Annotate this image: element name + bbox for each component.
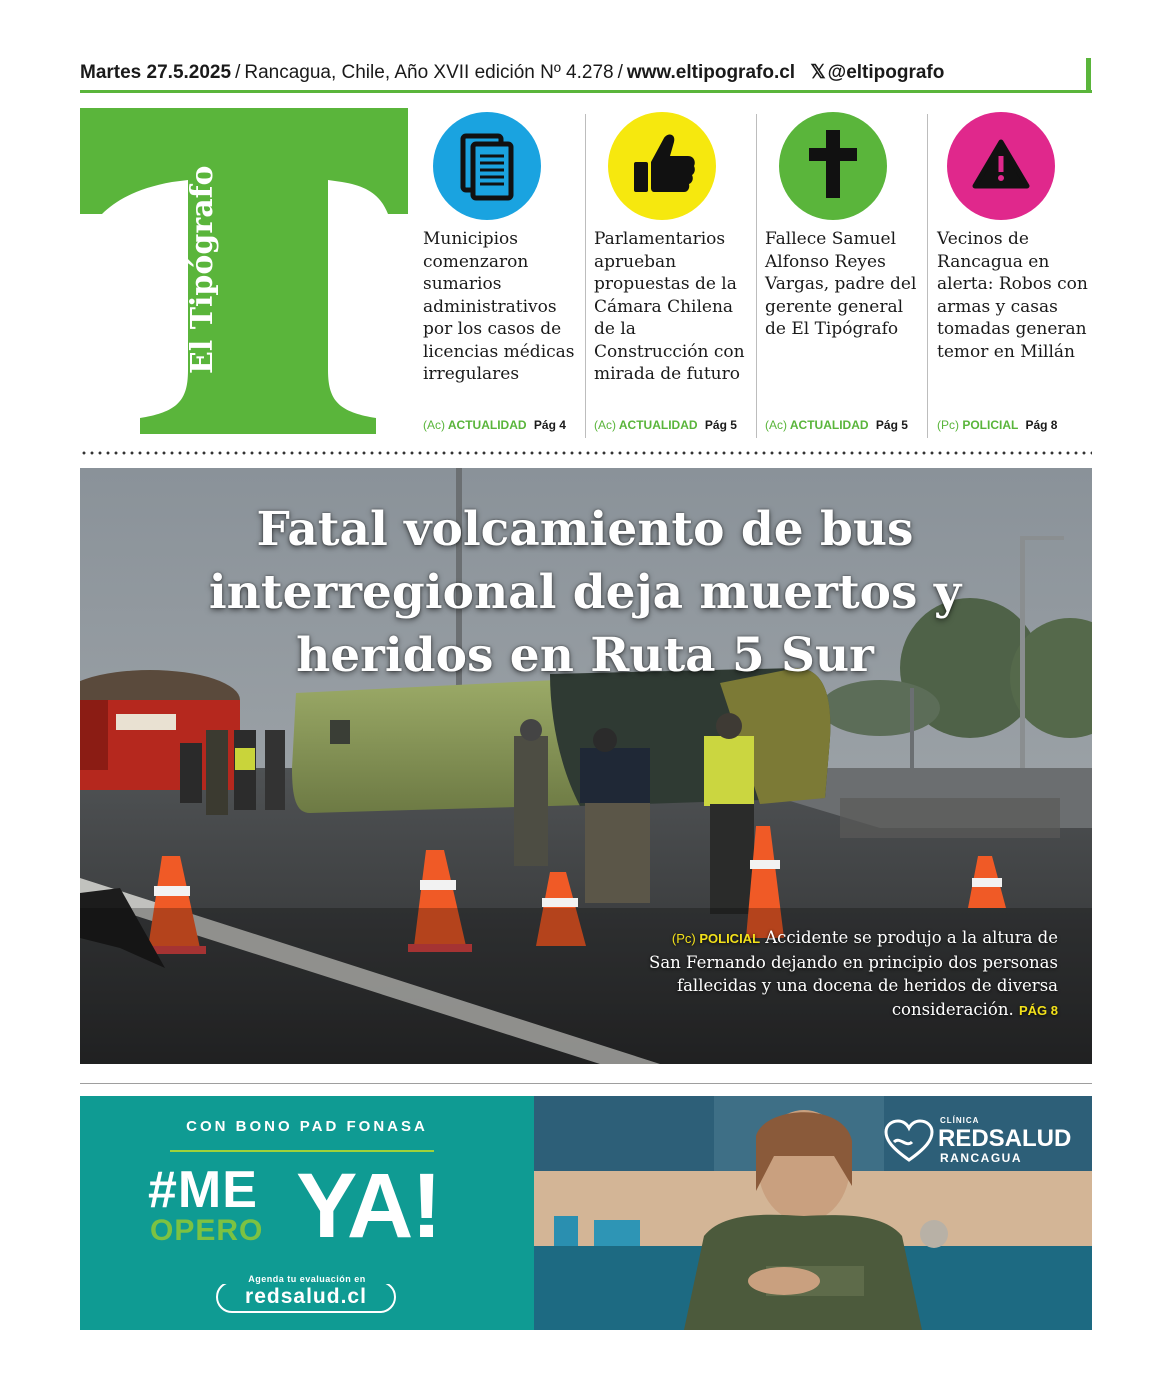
edition-location: Rancagua, Chile, xyxy=(244,62,391,83)
section-name: ACTUALIDAD xyxy=(618,418,698,432)
masthead-info: Martes 27.5.2025 / Rancagua, Chile, Año XVII edición Nº 4.278 / www.eltipografo.cl 𝕏 @eltipografo xyxy=(80,58,1085,88)
heart-logo-icon xyxy=(882,1118,936,1164)
thumbs-up-icon xyxy=(608,112,716,220)
ad-separator xyxy=(80,1083,1092,1084)
ad-hashtag-ya: YA! xyxy=(296,1155,440,1257)
section-name: POLICIAL xyxy=(699,931,761,946)
caption-page-ref: PÁG 8 xyxy=(1018,1002,1058,1018)
section-code: (Ac) xyxy=(423,418,445,432)
ad-brand-city: RANCAGUA xyxy=(940,1151,1022,1165)
column-divider xyxy=(756,114,757,438)
ad-brand-name: REDSALUD xyxy=(938,1125,1072,1152)
social-handle-link[interactable]: @eltipografo xyxy=(827,62,945,83)
ad-kicker: CON BONO PAD FONASA xyxy=(186,1118,428,1135)
main-caption xyxy=(640,926,1058,1022)
page-ref: Pág 8 xyxy=(1025,418,1058,432)
page-ref: Pág 5 xyxy=(875,418,908,432)
teaser-headline[interactable]: Fallece Samuel Alfonso Reyes Vargas, padre del gerente general de El Tipógrafo xyxy=(765,229,917,339)
cross-icon xyxy=(779,112,887,220)
section-code: (Ac) xyxy=(594,418,616,432)
website-link[interactable]: www.eltipografo.cl xyxy=(626,62,796,83)
teaser-section xyxy=(765,418,908,432)
header-rule xyxy=(80,90,1092,93)
teaser-headline[interactable]: Municipios comenzaron sumarios administrativos por los casos de licencias médicas irregulares xyxy=(423,229,575,384)
logo-letter-t xyxy=(80,108,408,434)
teaser-item[interactable] xyxy=(937,112,1092,442)
page-ref: Pág 4 xyxy=(533,418,566,432)
newspaper-logo[interactable] xyxy=(80,108,410,434)
newspaper-name: El Tipógrafo xyxy=(185,165,220,374)
caption-section xyxy=(672,931,760,946)
main-headline[interactable]: Fatal volcamiento de bus interregional deja muertos y heridos en Ruta 5 Sur xyxy=(208,502,962,683)
teaser-item[interactable] xyxy=(423,112,578,442)
column-divider xyxy=(927,114,928,438)
section-code: (Ac) xyxy=(765,418,787,432)
teaser-section xyxy=(937,418,1057,432)
page-ref: Pág 5 xyxy=(704,418,737,432)
warning-icon xyxy=(947,112,1055,220)
section-name: POLICIAL xyxy=(962,418,1019,432)
ad-hashtag-opero: OPERO xyxy=(150,1214,264,1247)
document-icon xyxy=(433,112,541,220)
ad-kicker-rule xyxy=(170,1150,434,1152)
ad-hashtag-me: #ME xyxy=(148,1161,258,1219)
teaser-item[interactable] xyxy=(765,112,920,442)
section-code: (Pc) xyxy=(937,418,959,432)
column-divider xyxy=(585,114,586,438)
teaser-section xyxy=(423,418,566,432)
edition-date: Martes 27.5.2025 xyxy=(80,62,232,83)
edition-number: Año XVII edición Nº 4.278 xyxy=(394,62,614,83)
x-icon: 𝕏 xyxy=(810,62,826,83)
caption-text: Accidente se produjo a la altura de San Fernando dejando en principio dos personas fallecidas y una docena de heridos de diversa consideración. xyxy=(649,928,1058,1019)
section-code: (Pc) xyxy=(671,931,696,946)
teaser-headline[interactable]: Vecinos de Rancagua en alerta: Robos con armas y casas tomadas generan temor en Millán xyxy=(937,229,1088,362)
teaser-headline[interactable]: Parlamentarios aprueban propuestas de la Cámara Chilena de la Construcción con mirada de futuro xyxy=(594,229,745,384)
dotted-separator xyxy=(80,451,1092,455)
ad-agenda-text: Agenda tu evaluación en xyxy=(222,1274,392,1284)
teaser-section xyxy=(594,418,737,432)
ad-brand-kicker: CLÍNICA xyxy=(940,1116,980,1125)
header-accent xyxy=(1086,58,1091,93)
section-name: ACTUALIDAD xyxy=(789,418,869,432)
section-name: ACTUALIDAD xyxy=(447,418,527,432)
teaser-item[interactable] xyxy=(594,112,749,442)
ad-url-link[interactable]: redsalud.cl xyxy=(216,1281,396,1313)
